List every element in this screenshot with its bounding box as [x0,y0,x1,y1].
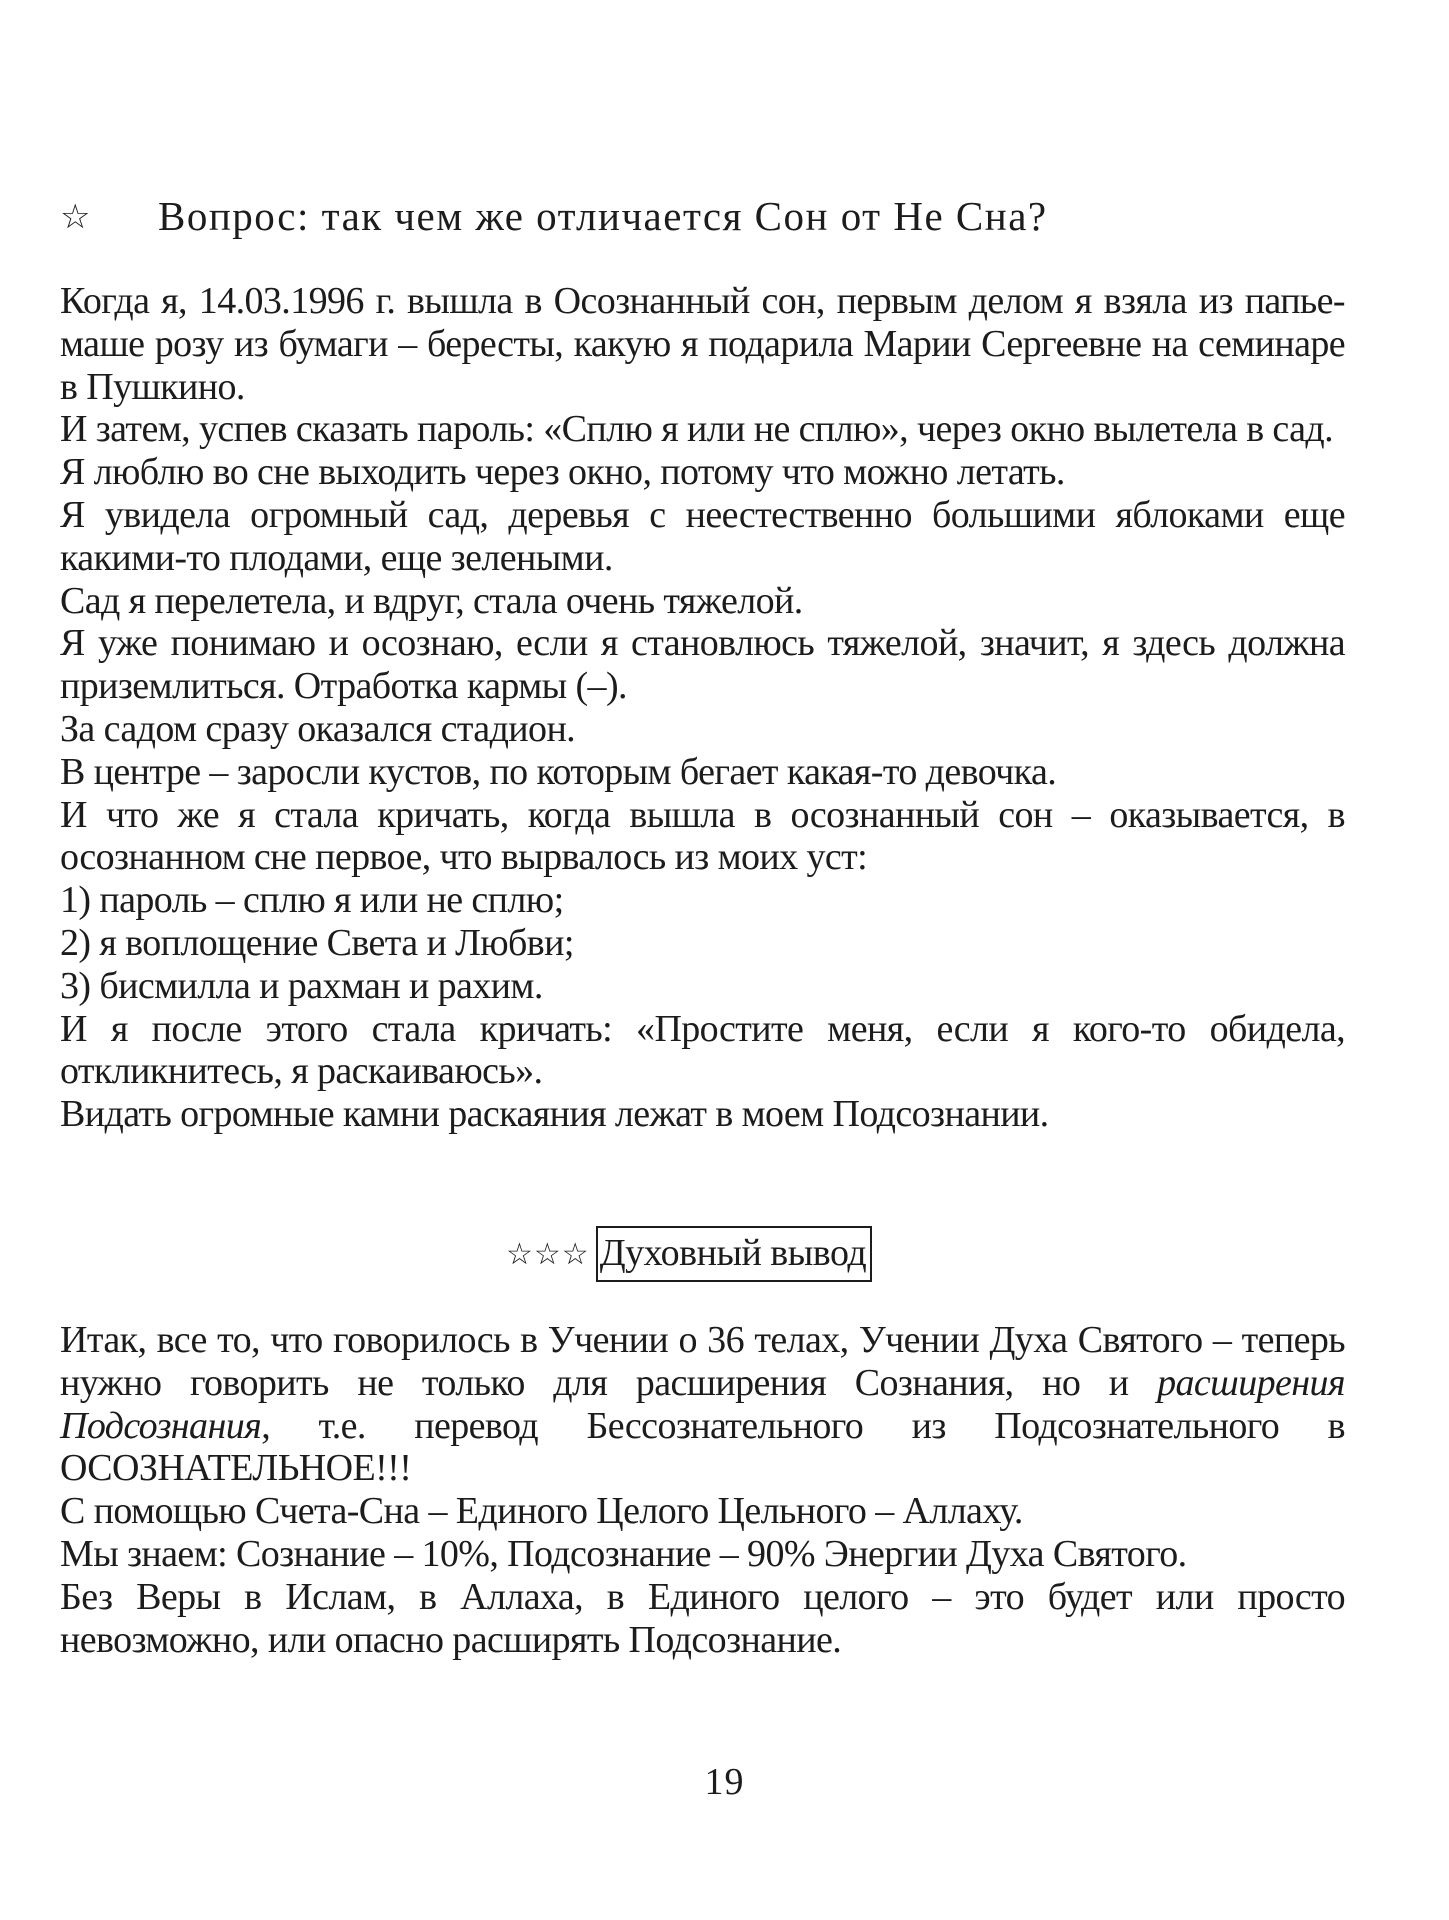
italic-emphasis: расширения Подсознания [60,1361,1345,1447]
list-item: 2) я воплощение Света и Любви; [60,921,574,964]
paragraph: И что же я стала кричать, когда вышла в осознанный сон – оказывается, в осознанном сне первое, что вырвалось из моих уст: [60,793,1345,879]
list-item: 1) пароль – сплю я или не сплю; [60,879,564,922]
conclusion-text [60,1319,1345,1661]
paragraph: Сад я перелетела, и вдруг, стала очень тяжелой. [60,579,803,622]
paragraph: Мы знаем: Сознание – 10%, Подсознание – 90% Энергии Духа Святого. [60,1532,1187,1575]
list-item: 3) бисмилла и рахман и рахим. [60,964,543,1007]
paragraph: Я увидела огромный сад, деревья с неестественно большими яблоками еще какими-то плодами, еще зелеными. [60,493,1345,579]
paragraph: Без Веры в Ислам, в Аллаха, в Единого целого – это будет или просто невозможно, или опасно расширять Подсознание. [60,1575,1345,1661]
paragraph-text: Итак, все то, что говорилось в Учении о 36 телах, Учении Духа Святого – теперь нужно говорить не только для расширения Сознания, но и [60,1319,1345,1404]
paragraph: Я люблю во сне выходить через окно, потому что можно летать. [60,451,1065,494]
question-text: Вопрос: так чем же отличается Сон от Не Сна? [158,193,1048,239]
paragraph: И я после этого стала кричать: «Простите меня, если я кого-то обидела, откликнитесь, я раскаиваюсь». [60,1007,1345,1093]
page-number: 19 [704,1761,745,1803]
paragraph [60,1319,1345,1490]
paragraph: В центре – заросли кустов, по которым бегает какая-то девочка. [60,750,1057,793]
conclusion-label: Духовный вывод [596,1226,873,1282]
three-stars-icon: ☆☆☆ [506,1236,590,1272]
paragraph: Когда я, 14.03.1996 г. вышла в Осознанный сон, первым делом я взяла из папье-маше розу из бумаги – бересты, какую я подарила Марии Сергеевне на семинаре в Пушкино. [60,280,1345,408]
star-icon: ☆ [60,197,92,237]
paragraph: Видать огромные камни раскаяния лежат в моем Подсознании. [60,1093,1049,1136]
question-heading [60,190,1360,243]
paragraph: И затем, успев сказать пароль: «Сплю я или не сплю», через окно вылетела в сад. [60,408,1334,451]
paragraph-text: , т.е. перевод Бессознательного из Подсознательного в ОСОЗНАТЕЛЬНОЕ!!! [60,1404,1345,1490]
paragraph: За садом сразу оказался стадион. [60,707,576,750]
paragraph: С помощью Счета-Сна – Единого Целого Цельного – Аллаху. [60,1490,1023,1533]
section-heading-conclusion [506,1226,872,1284]
dream-account-text [60,280,1345,1136]
paragraph: Я уже понимаю и осознаю, если я становлюсь тяжелой, значит, я здесь должна приземлиться. Отработка кармы (–). [60,622,1345,708]
